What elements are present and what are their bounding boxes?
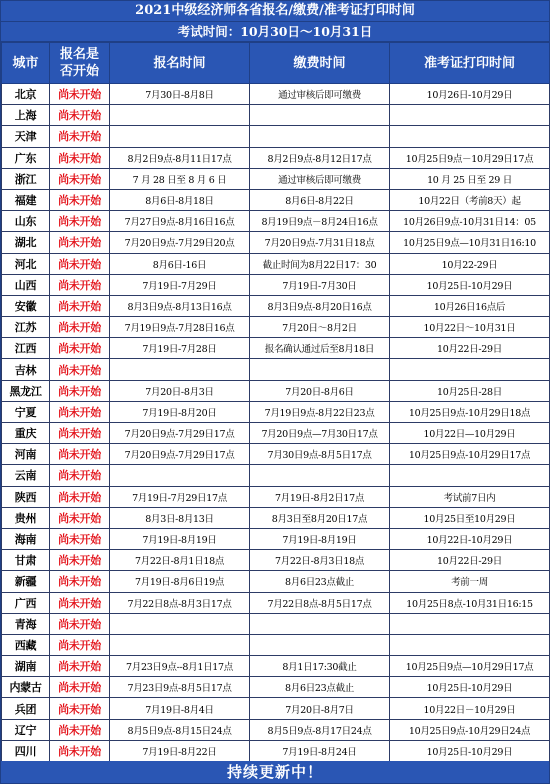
table-row bbox=[2, 465, 550, 486]
payment-time-cell: 8月3日9点-8月20日16点 bbox=[250, 295, 390, 316]
table-row bbox=[2, 359, 550, 380]
status-cell: 尚未开始 bbox=[50, 613, 110, 634]
table-row bbox=[2, 740, 550, 761]
table-row bbox=[2, 401, 550, 422]
payment-time-cell: 7月19日-8月2日17点 bbox=[250, 486, 390, 507]
payment-time-cell: 报名确认通过后至8月18日 bbox=[250, 338, 390, 359]
registration-time-cell: 7月19日-8月22日 bbox=[110, 740, 250, 761]
city-cell: 重庆 bbox=[2, 423, 50, 444]
status-cell: 尚未开始 bbox=[50, 571, 110, 592]
status-cell: 尚未开始 bbox=[50, 274, 110, 295]
city-cell: 兵团 bbox=[2, 698, 50, 719]
registration-time-cell: 7月22日8点-8月3日17点 bbox=[110, 592, 250, 613]
city-cell: 广西 bbox=[2, 592, 50, 613]
registration-time-cell: 7月20日-8月3日 bbox=[110, 380, 250, 401]
admission-print-time-cell: 10月26日9点-10月31日14：05 bbox=[390, 211, 550, 232]
table-row bbox=[2, 84, 550, 105]
city-cell: 河北 bbox=[2, 253, 50, 274]
table-row bbox=[2, 698, 550, 719]
table-body bbox=[2, 84, 550, 762]
payment-time-cell: 截止时间为8月22日17：30 bbox=[250, 253, 390, 274]
table-row bbox=[2, 317, 550, 338]
registration-time-cell: 8月5日9点-8月15日24点 bbox=[110, 719, 250, 740]
status-cell: 尚未开始 bbox=[50, 656, 110, 677]
city-cell: 宁夏 bbox=[2, 401, 50, 422]
column-header-city: 城市 bbox=[2, 43, 50, 84]
city-cell: 福建 bbox=[2, 189, 50, 210]
registration-time-cell: 7月19日-8月19日 bbox=[110, 528, 250, 549]
status-cell: 尚未开始 bbox=[50, 168, 110, 189]
city-cell: 贵州 bbox=[2, 507, 50, 528]
payment-time-cell: 7月19日-8月19日 bbox=[250, 528, 390, 549]
status-cell: 尚未开始 bbox=[50, 507, 110, 528]
status-cell: 尚未开始 bbox=[50, 401, 110, 422]
table-row bbox=[2, 486, 550, 507]
payment-time-cell: 8月6日23点截止 bbox=[250, 677, 390, 698]
payment-time-cell: 7月20日～8月2日 bbox=[250, 317, 390, 338]
admission-print-time-cell: 10月25日9点—10月29日17点 bbox=[390, 656, 550, 677]
city-cell: 江西 bbox=[2, 338, 50, 359]
city-cell: 西藏 bbox=[2, 634, 50, 655]
registration-time-cell: 7月19日-7月28日 bbox=[110, 338, 250, 359]
table-row bbox=[2, 168, 550, 189]
status-cell: 尚未开始 bbox=[50, 253, 110, 274]
table-row bbox=[2, 105, 550, 126]
registration-time-cell: 7月23日9点--8月1日17点 bbox=[110, 656, 250, 677]
payment-time-cell bbox=[250, 634, 390, 655]
payment-time-cell bbox=[250, 613, 390, 634]
payment-time-cell: 7月22日8点-8月5日17点 bbox=[250, 592, 390, 613]
table-row bbox=[2, 528, 550, 549]
admission-print-time-cell: 10月25日9点—10月31日16:10 bbox=[390, 232, 550, 253]
payment-time-cell: 通过审核后即可缴费 bbox=[250, 84, 390, 105]
payment-time-cell: 8月3日至8月20日17点 bbox=[250, 507, 390, 528]
payment-time-cell: 通过审核后即可缴费 bbox=[250, 168, 390, 189]
payment-time-cell: 8月5日9点-8月17日24点 bbox=[250, 719, 390, 740]
status-cell: 尚未开始 bbox=[50, 380, 110, 401]
registration-time-cell: 8月6日-16日 bbox=[110, 253, 250, 274]
admission-print-time-cell: 10月22日-10月29日 bbox=[390, 528, 550, 549]
registration-time-cell: 7月19日-7月29日17点 bbox=[110, 486, 250, 507]
registration-time-cell bbox=[110, 613, 250, 634]
status-cell: 尚未开始 bbox=[50, 295, 110, 316]
status-cell: 尚未开始 bbox=[50, 232, 110, 253]
city-cell: 新疆 bbox=[2, 571, 50, 592]
table-header-row bbox=[2, 43, 550, 84]
payment-time-cell: 7月20日-8月7日 bbox=[250, 698, 390, 719]
payment-time-cell: 7月19日-7月30日 bbox=[250, 274, 390, 295]
registration-time-cell: 7月20日9点-7月29日17点 bbox=[110, 444, 250, 465]
status-cell: 尚未开始 bbox=[50, 592, 110, 613]
status-cell: 尚未开始 bbox=[50, 147, 110, 168]
admission-print-time-cell bbox=[390, 105, 550, 126]
registration-time-cell bbox=[110, 634, 250, 655]
table-row bbox=[2, 592, 550, 613]
city-cell: 黑龙江 bbox=[2, 380, 50, 401]
status-cell: 尚未开始 bbox=[50, 465, 110, 486]
registration-time-cell: 7月23日9点-8月5日17点 bbox=[110, 677, 250, 698]
registration-time-cell bbox=[110, 126, 250, 147]
city-cell: 湖北 bbox=[2, 232, 50, 253]
payment-time-cell: 8月1日17:30截止 bbox=[250, 656, 390, 677]
column-header-payment: 缴费时间 bbox=[250, 43, 390, 84]
admission-print-time-cell: 10月25日-28日 bbox=[390, 380, 550, 401]
city-cell: 甘肃 bbox=[2, 550, 50, 571]
admission-print-time-cell: 10月22日-29日 bbox=[390, 550, 550, 571]
payment-time-cell bbox=[250, 105, 390, 126]
status-cell: 尚未开始 bbox=[50, 317, 110, 338]
admission-print-time-cell: 10月22日—10月29日 bbox=[390, 423, 550, 444]
status-cell: 尚未开始 bbox=[50, 105, 110, 126]
admission-print-time-cell: 10月22-29日 bbox=[390, 253, 550, 274]
admission-print-time-cell: 10月26日16点后 bbox=[390, 295, 550, 316]
city-cell: 陕西 bbox=[2, 486, 50, 507]
table-row bbox=[2, 253, 550, 274]
admission-print-time-cell: 考前一周 bbox=[390, 571, 550, 592]
payment-time-cell bbox=[250, 126, 390, 147]
admission-print-time-cell: 10月25日至10月29日 bbox=[390, 507, 550, 528]
column-header-admission: 准考证打印时间 bbox=[390, 43, 550, 84]
status-cell: 尚未开始 bbox=[50, 677, 110, 698]
page-title: 2021中级经济师各省报名/缴费/准考证打印时间 bbox=[1, 1, 549, 22]
registration-time-cell: 8月3日-8月13日 bbox=[110, 507, 250, 528]
status-cell: 尚未开始 bbox=[50, 698, 110, 719]
admission-print-time-cell: 10月25日9点-10月29日18点 bbox=[390, 401, 550, 422]
city-cell: 河南 bbox=[2, 444, 50, 465]
admission-print-time-cell: 10月22日～10月31日 bbox=[390, 317, 550, 338]
registration-time-cell bbox=[110, 105, 250, 126]
table-row bbox=[2, 719, 550, 740]
admission-print-time-cell: 10月25日9点－10月29日17点 bbox=[390, 147, 550, 168]
registration-time-cell: 8月3日9点-8月13日16点 bbox=[110, 295, 250, 316]
city-cell: 山西 bbox=[2, 274, 50, 295]
city-cell: 青海 bbox=[2, 613, 50, 634]
city-cell: 辽宁 bbox=[2, 719, 50, 740]
table-row bbox=[2, 380, 550, 401]
city-cell: 湖南 bbox=[2, 656, 50, 677]
table-row bbox=[2, 274, 550, 295]
admission-print-time-cell: 10月22日－10月29日 bbox=[390, 698, 550, 719]
city-cell: 北京 bbox=[2, 84, 50, 105]
registration-time-cell: 8月6日-8月18日 bbox=[110, 189, 250, 210]
payment-time-cell: 7月30日9点-8月5日17点 bbox=[250, 444, 390, 465]
admission-print-time-cell: 10 月 25 日至 29 日 bbox=[390, 168, 550, 189]
registration-time-cell bbox=[110, 359, 250, 380]
table-row bbox=[2, 444, 550, 465]
table-row bbox=[2, 211, 550, 232]
status-cell: 尚未开始 bbox=[50, 486, 110, 507]
table-row bbox=[2, 126, 550, 147]
registration-time-cell: 7月30日-8月8日 bbox=[110, 84, 250, 105]
admission-print-time-cell: 10月22日（考前8天）起 bbox=[390, 189, 550, 210]
payment-time-cell: 8月6日-8月22日 bbox=[250, 189, 390, 210]
status-cell: 尚未开始 bbox=[50, 84, 110, 105]
payment-time-cell bbox=[250, 465, 390, 486]
admission-print-time-cell: 10月25日-10月29日 bbox=[390, 677, 550, 698]
admission-print-time-cell: 10月25日-10月29日 bbox=[390, 274, 550, 295]
city-cell: 上海 bbox=[2, 105, 50, 126]
update-footer: 持续更新中！ bbox=[1, 761, 549, 783]
table-row bbox=[2, 507, 550, 528]
registration-time-cell: 7月27日9点-8月16日16点 bbox=[110, 211, 250, 232]
status-cell: 尚未开始 bbox=[50, 528, 110, 549]
admission-print-time-cell: 10月25日8点-10月31日16:15 bbox=[390, 592, 550, 613]
status-cell: 尚未开始 bbox=[50, 634, 110, 655]
city-cell: 广东 bbox=[2, 147, 50, 168]
admission-print-time-cell bbox=[390, 465, 550, 486]
payment-time-cell: 7月20日9点-7月31日18点 bbox=[250, 232, 390, 253]
table-row bbox=[2, 677, 550, 698]
status-cell: 尚未开始 bbox=[50, 550, 110, 571]
status-cell: 尚未开始 bbox=[50, 719, 110, 740]
city-cell: 四川 bbox=[2, 740, 50, 761]
city-cell: 山东 bbox=[2, 211, 50, 232]
table-row bbox=[2, 656, 550, 677]
registration-time-cell: 7月19日9点-7月28日16点 bbox=[110, 317, 250, 338]
admission-print-time-cell: 10月25日-10月29日 bbox=[390, 740, 550, 761]
admission-print-time-cell: 10月26日-10月29日 bbox=[390, 84, 550, 105]
registration-time-cell: 7月20日9点-7月29日17点 bbox=[110, 423, 250, 444]
registration-time-cell: 7月19日-8月4日 bbox=[110, 698, 250, 719]
status-cell: 尚未开始 bbox=[50, 211, 110, 232]
schedule-table bbox=[1, 42, 550, 762]
registration-time-cell: 7月19日-8月20日 bbox=[110, 401, 250, 422]
column-header-status bbox=[50, 43, 110, 84]
column-header-status-label: 报名是否开始 bbox=[59, 47, 99, 79]
registration-time-cell: 8月2日9点-8月11日17点 bbox=[110, 147, 250, 168]
admission-print-time-cell: 10月22日-29日 bbox=[390, 338, 550, 359]
admission-print-time-cell: 10月25日9点-10月29日17点 bbox=[390, 444, 550, 465]
table-row bbox=[2, 147, 550, 168]
city-cell: 吉林 bbox=[2, 359, 50, 380]
city-cell: 内蒙古 bbox=[2, 677, 50, 698]
payment-time-cell: 7月20日-8月6日 bbox=[250, 380, 390, 401]
admission-print-time-cell bbox=[390, 613, 550, 634]
status-cell: 尚未开始 bbox=[50, 189, 110, 210]
city-cell: 安徽 bbox=[2, 295, 50, 316]
table-row bbox=[2, 550, 550, 571]
table-row bbox=[2, 189, 550, 210]
table-row bbox=[2, 571, 550, 592]
admission-print-time-cell: 考试前7日内 bbox=[390, 486, 550, 507]
registration-time-cell: 7月19日-7月29日 bbox=[110, 274, 250, 295]
status-cell: 尚未开始 bbox=[50, 359, 110, 380]
admission-print-time-cell bbox=[390, 359, 550, 380]
payment-time-cell: 7月19日9点-8月22日23点 bbox=[250, 401, 390, 422]
payment-time-cell: 8月2日9点-8月12日17点 bbox=[250, 147, 390, 168]
city-cell: 江苏 bbox=[2, 317, 50, 338]
city-cell: 云南 bbox=[2, 465, 50, 486]
registration-time-cell: 7 月 28 日至 8 月 6 日 bbox=[110, 168, 250, 189]
admission-print-time-cell: 10月25日9点-10月29日24点 bbox=[390, 719, 550, 740]
registration-time-cell bbox=[110, 465, 250, 486]
payment-time-cell: 7月20日9点—7月30日17点 bbox=[250, 423, 390, 444]
status-cell: 尚未开始 bbox=[50, 126, 110, 147]
payment-time-cell bbox=[250, 359, 390, 380]
table-row bbox=[2, 634, 550, 655]
city-cell: 海南 bbox=[2, 528, 50, 549]
status-cell: 尚未开始 bbox=[50, 338, 110, 359]
city-cell: 天津 bbox=[2, 126, 50, 147]
table-row bbox=[2, 338, 550, 359]
registration-time-cell: 7月22日-8月1日18点 bbox=[110, 550, 250, 571]
status-cell: 尚未开始 bbox=[50, 444, 110, 465]
exam-date-subtitle: 考试时间：10月30日～10月31日 bbox=[1, 22, 549, 42]
status-cell: 尚未开始 bbox=[50, 423, 110, 444]
table-row bbox=[2, 613, 550, 634]
payment-time-cell: 7月19日-8月24日 bbox=[250, 740, 390, 761]
registration-time-cell: 7月20日9点-7月29日20点 bbox=[110, 232, 250, 253]
table-row bbox=[2, 232, 550, 253]
table-row bbox=[2, 295, 550, 316]
admission-print-time-cell bbox=[390, 126, 550, 147]
status-cell: 尚未开始 bbox=[50, 740, 110, 761]
payment-time-cell: 8月6日23点截止 bbox=[250, 571, 390, 592]
payment-time-cell: 7月22日-8月3日18点 bbox=[250, 550, 390, 571]
admission-print-time-cell bbox=[390, 634, 550, 655]
table-row bbox=[2, 423, 550, 444]
payment-time-cell: 8月19日9点－8月24日16点 bbox=[250, 211, 390, 232]
registration-time-cell: 7月19日-8月6日19点 bbox=[110, 571, 250, 592]
column-header-registration: 报名时间 bbox=[110, 43, 250, 84]
city-cell: 浙江 bbox=[2, 168, 50, 189]
